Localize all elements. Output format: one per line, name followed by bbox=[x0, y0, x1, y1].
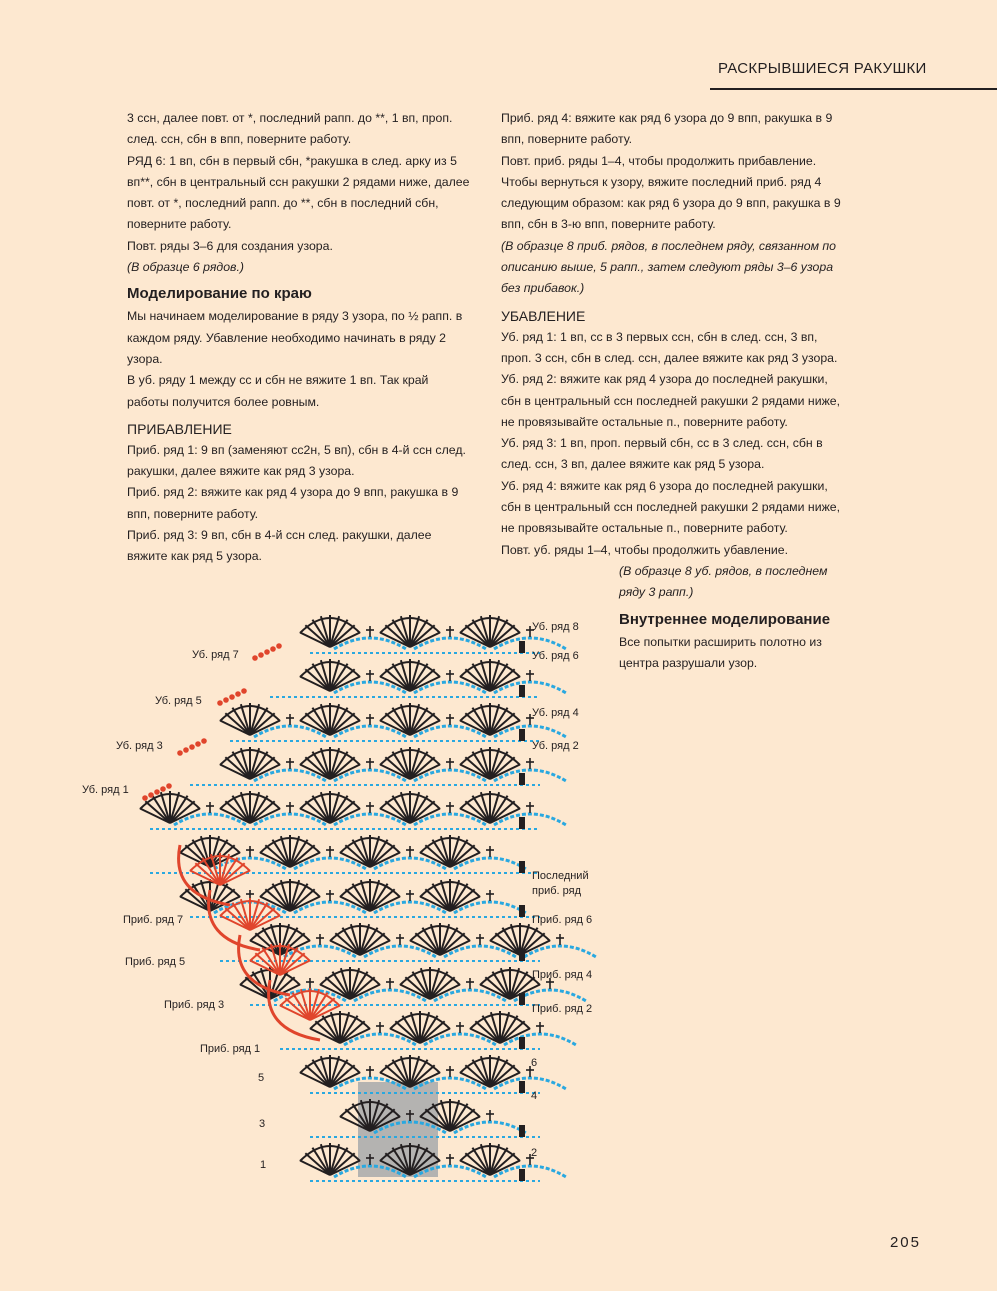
slip-stitch bbox=[223, 697, 229, 703]
row-number: 4 bbox=[531, 1090, 538, 1102]
slip-stitch bbox=[252, 655, 258, 661]
slip-stitch bbox=[235, 691, 241, 697]
slip-stitch bbox=[183, 747, 189, 753]
dec-row-label: Уб. ряд 7 bbox=[192, 649, 239, 661]
inc-row-label: Приб. ряд 6 bbox=[532, 914, 593, 926]
turning-chain bbox=[519, 773, 525, 785]
row-number: 5 bbox=[258, 1072, 265, 1084]
last-inc-label: приб. ряд bbox=[532, 885, 582, 897]
turning-chain bbox=[519, 1081, 525, 1093]
slip-stitch bbox=[177, 750, 183, 756]
slip-stitch bbox=[264, 649, 270, 655]
row-number: 3 bbox=[259, 1118, 266, 1130]
paragraph: Приб. ряд 1: 9 вп (заменяют сс2н, 5 вп), сбн в 4-й ссн след. ракушки, далее вяжите как ряд 3 узора. bbox=[127, 442, 466, 479]
paragraph: Повт. приб. ряды 1–4, чтобы продолжить прибавление. bbox=[501, 153, 817, 168]
paragraph: Приб. ряд 4: вяжите как ряд 6 узора до 9 впп, ракушка в 9 впп, поверните работу. bbox=[501, 111, 833, 147]
inc-row-label: Приб. ряд 7 bbox=[123, 914, 184, 926]
slip-stitch bbox=[154, 789, 160, 795]
inc-row-label: Приб. ряд 3 bbox=[164, 999, 225, 1011]
turning-chain bbox=[519, 729, 525, 741]
dec-row-label: Уб. ряд 6 bbox=[532, 650, 579, 662]
paragraph: Мы начинаем моделирование в ряду 3 узора, по ½ рапп. в каждом ряду. Убавление необходимо начинать в ряду 2 узора. bbox=[127, 309, 463, 366]
section-heading-decrease: УБАВЛЕНИЕ bbox=[501, 307, 586, 324]
note: (В образце 6 рядов.) bbox=[127, 260, 244, 275]
row-number: 2 bbox=[531, 1147, 538, 1159]
inc-row-label: Приб. ряд 5 bbox=[125, 956, 186, 968]
inc-row-label: Приб. ряд 1 bbox=[200, 1043, 261, 1055]
slip-stitch bbox=[258, 652, 264, 658]
inc-row-label: Приб. ряд 4 bbox=[532, 969, 593, 981]
turning-chain bbox=[519, 1037, 525, 1049]
slip-stitch bbox=[270, 646, 276, 652]
slip-stitch bbox=[201, 738, 207, 744]
turning-chain bbox=[519, 685, 525, 697]
dec-row-label: Уб. ряд 5 bbox=[155, 695, 202, 707]
turning-chain bbox=[519, 905, 525, 917]
paragraph: Уб. ряд 1: 1 вп, сс в 3 первых ссн, сбн в след. ссн, 3 вп, проп. 3 ссн, сбн в след. ссн, далее вяжите как ряд 3 узора. bbox=[501, 329, 838, 365]
slip-stitch bbox=[148, 792, 154, 798]
turning-chain bbox=[519, 949, 525, 961]
slip-stitch bbox=[241, 688, 247, 694]
section-heading-edge: Моделирование по краю bbox=[127, 285, 312, 303]
section-heading-inner: Внутреннее моделирование bbox=[619, 610, 831, 628]
turning-chain bbox=[519, 641, 525, 653]
turning-chain bbox=[519, 817, 525, 829]
paragraph: Повт. ряды 3–6 для создания узора. bbox=[127, 238, 333, 253]
page-number: 205 bbox=[889, 1234, 921, 1251]
paragraph: Уб. ряд 2: вяжите как ряд 4 узора до последней ракушки, сбн в центральный ссн последней ракушки 2 рядами ниже, не провязывайте остальные п., поверните работу. bbox=[501, 372, 841, 429]
running-header: РАСКРЫВШИЕСЯ РАКУШКИ bbox=[718, 60, 927, 77]
note: (В образце 8 уб. рядов, в последнем ряду 3 рапп.) bbox=[619, 563, 828, 600]
dec-row-label: Уб. ряд 2 bbox=[532, 740, 579, 752]
dec-row-label: Уб. ряд 3 bbox=[116, 740, 163, 752]
slip-stitch bbox=[142, 795, 148, 801]
paragraph: Чтобы вернуться к узору, вяжите последний приб. ряд 4 следующим образом: как ряд 6 узора до 9 впп, ракушка в 9 впп, сбн в 3-ю впп, поверните работу. bbox=[501, 174, 841, 232]
paragraph: Приб. ряд 2: вяжите как ряд 4 узора до 9 впп, ракушка в 9 впп, поверните работу. bbox=[127, 485, 459, 521]
paragraph: РЯД 6: 1 вп, сбн в первый сбн, *ракушка в след. арку из 5 вп**, сбн в центральный ссн ракушки 2 рядами ниже, далее повт. от *, последний рапп. до **, сбн в последний сбн, поверните работу. bbox=[127, 153, 470, 232]
turning-chain bbox=[519, 1169, 525, 1181]
section-heading-increase: ПРИБАВЛЕНИЕ bbox=[127, 420, 232, 437]
header-rule bbox=[710, 88, 997, 90]
left-column bbox=[127, 108, 471, 568]
slip-stitch bbox=[276, 643, 282, 649]
crochet-chart bbox=[70, 585, 630, 1185]
slip-stitch bbox=[195, 741, 201, 747]
slip-stitch bbox=[189, 744, 195, 750]
slip-stitch bbox=[229, 694, 235, 700]
last-inc-label: Последний bbox=[532, 870, 589, 882]
slip-stitch bbox=[166, 783, 172, 789]
turning-chain bbox=[519, 1125, 525, 1137]
paragraph: Уб. ряд 4: вяжите как ряд 6 узора до последней ракушки, сбн в центральный ссн последней ракушки 2 рядами ниже, не провязывайте остальные п., поверните работу. bbox=[501, 478, 841, 536]
paragraph: Все попытки расширить полотно из центра разрушали узор. bbox=[619, 634, 822, 670]
slip-stitch bbox=[160, 786, 166, 792]
row-number: 1 bbox=[260, 1159, 267, 1171]
turning-chain bbox=[519, 861, 525, 873]
inc-row-label: Приб. ряд 2 bbox=[532, 1003, 593, 1015]
slip-stitch bbox=[217, 700, 223, 706]
paragraph: Повт. уб. ряды 1–4, чтобы продолжить убавление. bbox=[501, 542, 788, 557]
paragraph: 3 ссн, далее повт. от *, последний рапп. до **, 1 вп, проп. след. ссн, сбн в впп, поверните работу. bbox=[127, 111, 453, 147]
turning-chain bbox=[519, 993, 525, 1005]
dec-row-label: Уб. ряд 4 bbox=[532, 707, 579, 719]
row-number: 6 bbox=[531, 1057, 538, 1069]
dec-row-label: Уб. ряд 1 bbox=[82, 784, 129, 796]
dec-row-label: Уб. ряд 8 bbox=[532, 621, 579, 633]
paragraph: В уб. ряду 1 между сс и сбн не вяжите 1 вп. Так край работы получится более ровным. bbox=[127, 373, 429, 409]
paragraph: Уб. ряд 3: 1 вп, проп. первый сбн, сс в 3 след. ссн, сбн в след. ссн, 3 вп, далее вяжите как ряд 5 узора. bbox=[501, 436, 823, 472]
paragraph: Приб. ряд 3: 9 вп, сбн в 4-й ссн след. ракушки, далее вяжите как ряд 5 узора. bbox=[127, 528, 432, 564]
note: (В образце 8 приб. рядов, в последнем ряду, связанном по описанию выше, 5 рапп., затем следуют ряды 3–6 узора без прибавок.) bbox=[501, 238, 837, 296]
